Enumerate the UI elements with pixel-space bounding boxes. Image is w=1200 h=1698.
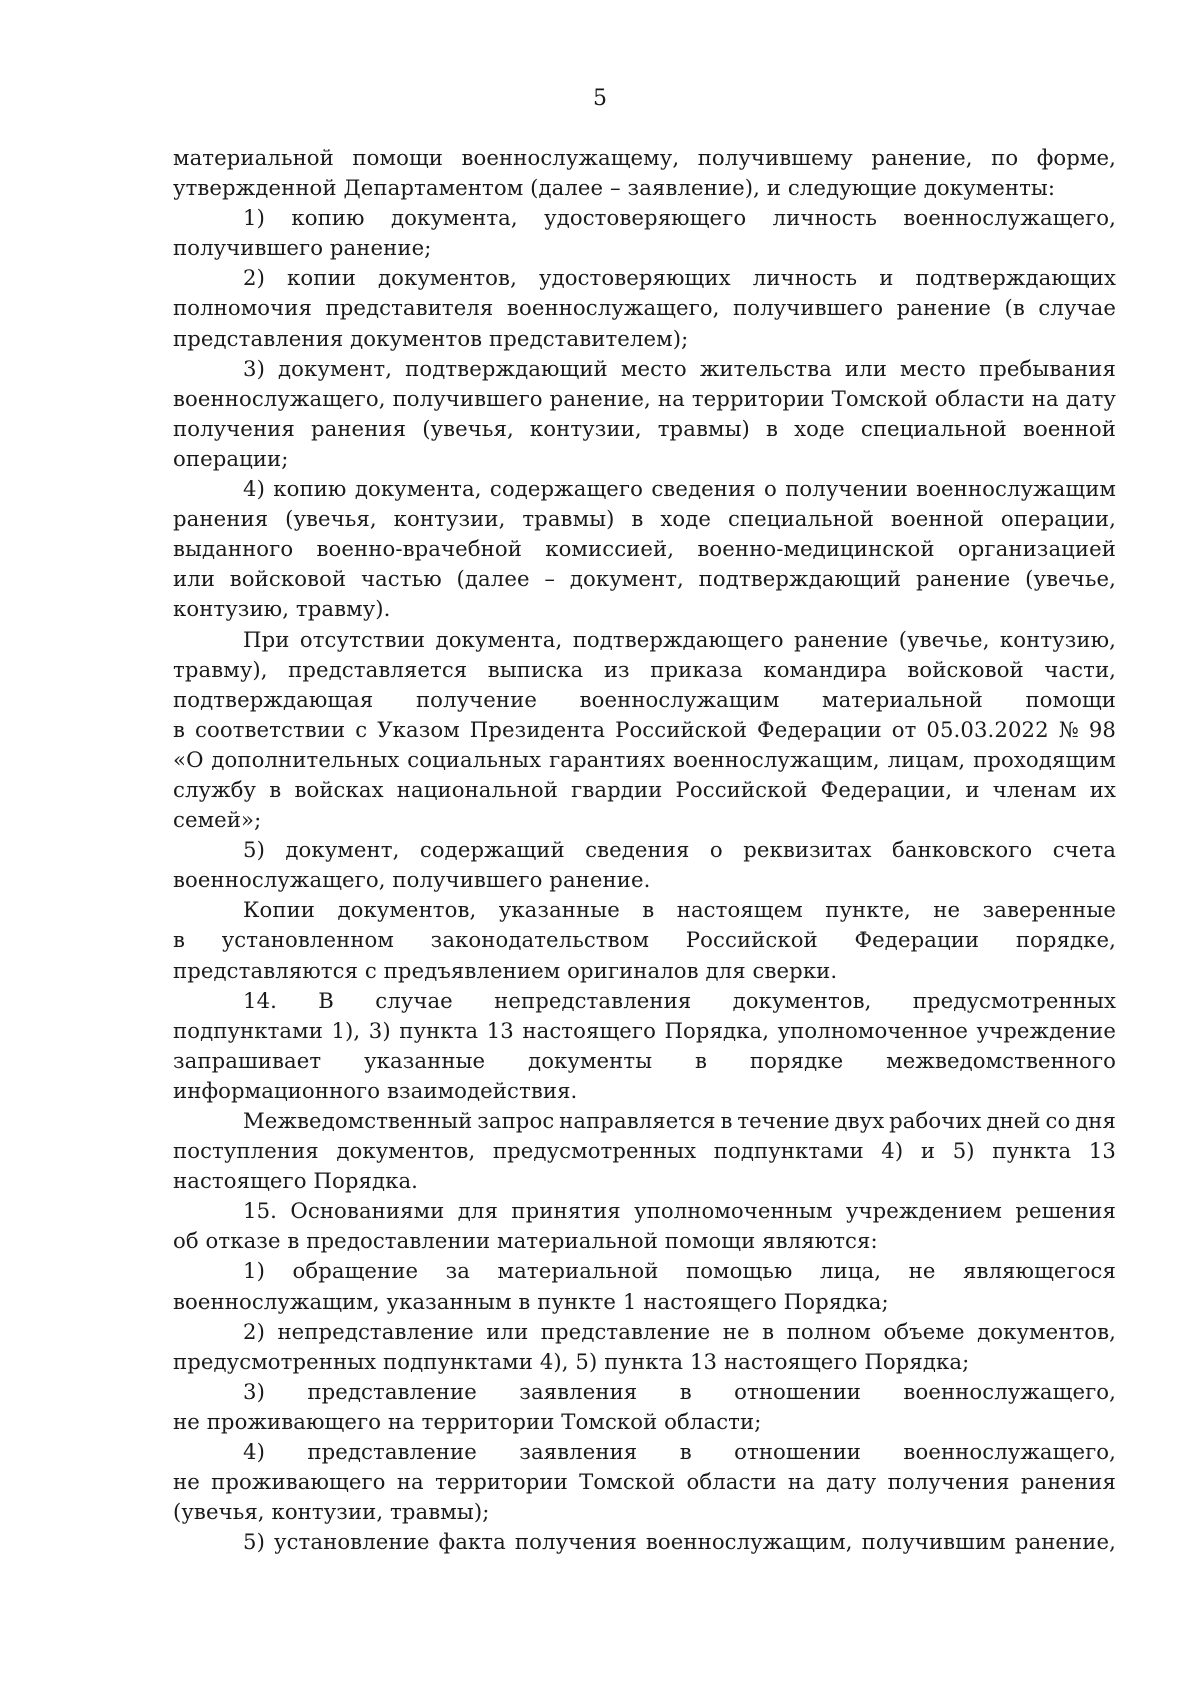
text-line: поступления документов, предусмотренных подпунктами 4) и 5) пункта 13	[173, 1138, 1116, 1164]
text-line: получившего ранение;	[173, 235, 432, 261]
text-line: При отсутствии документа, подтверждающего ранение (увечье, контузию,	[243, 626, 1116, 652]
text-line: военнослужащего, получившего ранение.	[173, 867, 651, 893]
text-line: в соответствии с Указом Президента Российской Федерации от 05.03.2022 № 98	[173, 716, 1116, 742]
page-number: 5	[593, 86, 607, 111]
text-line: военнослужащего, получившего ранение, на территории Томской области на дату	[173, 385, 1116, 411]
text-line: операции;	[173, 445, 289, 471]
text-line: 4) представление заявления в отношении военнослужащего,	[243, 1439, 1116, 1465]
text-line: травму), представляется выписка из приказа командира войсковой части,	[173, 656, 1116, 682]
text-line: службу в войсках национальной гвардии Российской Федерации, и членам их	[173, 776, 1116, 802]
text-line: не проживающего на территории Томской области;	[173, 1408, 762, 1434]
text-line: представления документов представителем);	[173, 325, 689, 351]
text-line: 1) обращение за материальной помощью лица, не являющегося	[243, 1258, 1116, 1284]
text-line: материальной помощи военнослужащему, получившему ранение, по форме,	[173, 145, 1116, 170]
text-line: 14. В случае непредставления документов, предусмотренных	[243, 987, 1116, 1013]
text-line: 5) документ, содержащий сведения о реквизитах банковского счета	[243, 837, 1116, 863]
text-line: контузию, травму).	[173, 596, 391, 622]
text-line: полномочия представителя военнослужащего, получившего ранение (в случае	[173, 295, 1116, 321]
text-line: утвержденной Департаментом (далее – заявление), и следующие документы:	[173, 175, 1056, 201]
text-line: ранения (увечья, контузии, травмы) в ходе специальной военной операции,	[173, 506, 1116, 532]
text-line: об отказе в предоставлении материальной помощи являются:	[173, 1228, 878, 1254]
text-line: 15. Основаниями для принятия уполномоченным учреждением решения	[243, 1198, 1116, 1224]
text-line: Межведомственный запрос направляется в течение двух рабочих дней со дня	[243, 1108, 1116, 1133]
text-line: 3) документ, подтверждающий место жительства или место пребывания	[243, 355, 1116, 381]
text-line: 2) непредставление или представление не в полном объеме документов,	[243, 1318, 1116, 1344]
text-line: в установленном законодательством Российской Федерации порядке,	[173, 927, 1116, 953]
text-line: информационного взаимодействия.	[173, 1077, 578, 1103]
text-line: 1) копию документа, удостоверяющего личность военнослужащего,	[243, 205, 1116, 231]
text-line: подпунктами 1), 3) пункта 13 настоящего Порядка, уполномоченное учреждение	[173, 1017, 1116, 1043]
text-line: «О дополнительных социальных гарантиях военнослужащим, лицам, проходящим	[173, 746, 1116, 772]
text-line: представляются с предъявлением оригиналов для сверки.	[173, 957, 838, 983]
text-line: Копии документов, указанные в настоящем пункте, не заверенные	[243, 897, 1116, 923]
text-line: получения ранения (увечья, контузии, травмы) в ходе специальной военной	[173, 415, 1116, 441]
text-line: или войсковой частью (далее – документ, подтверждающий ранение (увечье,	[173, 566, 1116, 592]
text-line: 2) копии документов, удостоверяющих личность и подтверждающих	[243, 265, 1116, 291]
text-line: предусмотренных подпунктами 4), 5) пункта 13 настоящего Порядка;	[173, 1348, 970, 1374]
text-line: 5) установление факта получения военнослужащим, получившим ранение,	[243, 1529, 1116, 1555]
text-line: семей»;	[173, 807, 262, 833]
text-line: не проживающего на территории Томской области на дату получения ранения	[173, 1469, 1116, 1495]
text-line: 3) представление заявления в отношении военнослужащего,	[243, 1378, 1116, 1404]
text-line: запрашивает указанные документы в порядке межведомственного	[173, 1047, 1116, 1073]
text-line: выданного военно-врачебной комиссией, военно-медицинской организацией	[173, 536, 1116, 562]
text-line: военнослужащим, указанным в пункте 1 настоящего Порядка;	[173, 1288, 889, 1314]
document-body	[173, 143, 1116, 1557]
text-line: 4) копию документа, содержащего сведения о получении военнослужащим	[243, 476, 1116, 502]
text-line: подтверждающая получение военнослужащим материальной помощи	[173, 686, 1116, 712]
text-line: настоящего Порядка.	[173, 1168, 419, 1194]
text-line: (увечья, контузии, травмы);	[173, 1499, 490, 1525]
